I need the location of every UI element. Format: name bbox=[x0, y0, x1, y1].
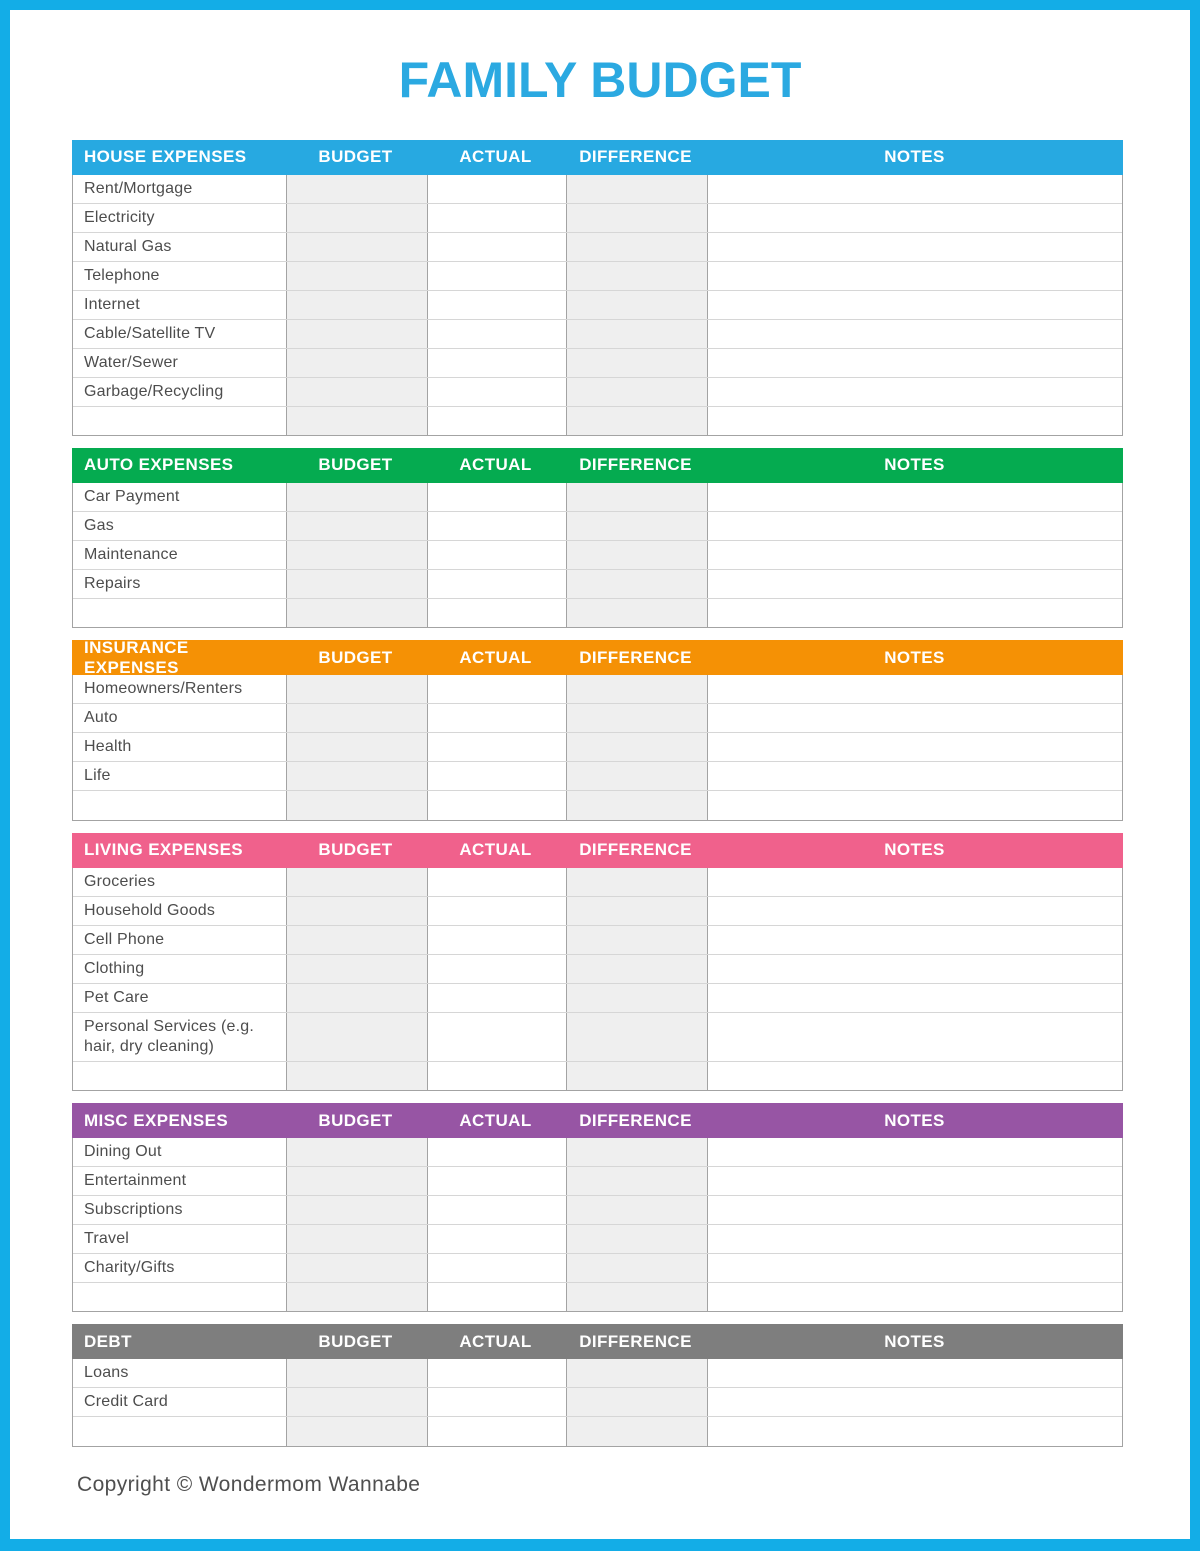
actual-cell bbox=[427, 1417, 566, 1445]
actual-cell bbox=[427, 1138, 566, 1166]
difference-cell bbox=[566, 1388, 707, 1416]
table-row bbox=[73, 704, 1122, 733]
table-row bbox=[73, 175, 1122, 204]
budget-cell bbox=[286, 1283, 427, 1311]
actual-cell bbox=[427, 1196, 566, 1224]
difference-cell bbox=[566, 262, 707, 290]
actual-cell bbox=[427, 1388, 566, 1416]
column-header-budget: BUDGET bbox=[318, 1110, 393, 1130]
column-header-budget: BUDGET bbox=[318, 647, 393, 667]
actual-cell bbox=[427, 175, 566, 203]
difference-cell bbox=[566, 1359, 707, 1387]
table-row bbox=[73, 291, 1122, 320]
section-title: LIVING EXPENSES bbox=[84, 840, 244, 860]
difference-cell bbox=[566, 1225, 707, 1253]
column-header-actual: ACTUAL bbox=[459, 840, 532, 860]
actual-cell bbox=[427, 1167, 566, 1195]
notes-cell bbox=[707, 407, 1122, 435]
notes-cell bbox=[707, 1013, 1122, 1061]
budget-cell bbox=[286, 1225, 427, 1253]
table-row bbox=[73, 1254, 1122, 1283]
section-misc-expenses bbox=[72, 1103, 1123, 1312]
actual-cell bbox=[427, 926, 566, 954]
column-header-difference: DIFFERENCE bbox=[579, 147, 692, 166]
budget-cell bbox=[286, 984, 427, 1012]
budget-cell bbox=[286, 262, 427, 290]
table-row bbox=[73, 407, 1122, 435]
row-label bbox=[73, 407, 286, 435]
difference-cell bbox=[566, 1013, 707, 1061]
table-row bbox=[73, 1225, 1122, 1254]
difference-cell bbox=[566, 733, 707, 761]
section-title: INSURANCE EXPENSES bbox=[84, 637, 189, 677]
table-row bbox=[73, 675, 1122, 704]
column-header-budget: BUDGET bbox=[318, 455, 393, 475]
notes-cell bbox=[707, 378, 1122, 406]
notes-cell bbox=[707, 704, 1122, 732]
notes-cell bbox=[707, 1167, 1122, 1195]
table-row bbox=[73, 349, 1122, 378]
row-label: Gas bbox=[84, 516, 114, 534]
section-house-expenses bbox=[72, 140, 1123, 436]
table-row bbox=[73, 897, 1122, 926]
table-row bbox=[73, 204, 1122, 233]
budget-cell bbox=[286, 1359, 427, 1387]
notes-cell bbox=[707, 175, 1122, 203]
row-label: Car Payment bbox=[84, 487, 180, 505]
table-row bbox=[73, 1283, 1122, 1311]
section-header bbox=[72, 637, 1123, 677]
actual-cell bbox=[427, 407, 566, 435]
notes-cell bbox=[707, 291, 1122, 319]
row-label: Loans bbox=[84, 1364, 129, 1382]
difference-cell bbox=[566, 897, 707, 925]
section-body bbox=[72, 1138, 1123, 1312]
column-header-notes: NOTES bbox=[884, 647, 945, 667]
budget-cell bbox=[286, 483, 427, 511]
row-label bbox=[73, 599, 286, 627]
difference-cell bbox=[566, 407, 707, 435]
budget-tables bbox=[72, 140, 1123, 1447]
row-label: Garbage/Recycling bbox=[84, 382, 224, 400]
notes-cell bbox=[707, 791, 1122, 819]
page-title: FAMILY BUDGET bbox=[398, 52, 802, 108]
column-header-actual: ACTUAL bbox=[459, 647, 532, 667]
budget-cell bbox=[286, 1062, 427, 1090]
section-header bbox=[72, 1324, 1123, 1359]
notes-cell bbox=[707, 541, 1122, 569]
notes-cell bbox=[707, 1254, 1122, 1282]
actual-cell bbox=[427, 1062, 566, 1090]
notes-cell bbox=[707, 483, 1122, 511]
difference-cell bbox=[566, 762, 707, 790]
notes-cell bbox=[707, 733, 1122, 761]
section-header bbox=[72, 448, 1123, 483]
budget-cell bbox=[286, 541, 427, 569]
actual-cell bbox=[427, 762, 566, 790]
difference-cell bbox=[566, 483, 707, 511]
column-header-difference: DIFFERENCE bbox=[579, 1331, 692, 1351]
row-label: Repairs bbox=[84, 574, 141, 592]
notes-cell bbox=[707, 1225, 1122, 1253]
budget-cell bbox=[286, 175, 427, 203]
table-row bbox=[73, 1062, 1122, 1090]
budget-cell bbox=[286, 320, 427, 348]
budget-cell bbox=[286, 204, 427, 232]
difference-cell bbox=[566, 955, 707, 983]
notes-cell bbox=[707, 926, 1122, 954]
column-header-actual: ACTUAL bbox=[459, 455, 532, 475]
difference-cell bbox=[566, 1167, 707, 1195]
difference-cell bbox=[566, 291, 707, 319]
difference-cell bbox=[566, 320, 707, 348]
table-row bbox=[73, 1196, 1122, 1225]
difference-cell bbox=[566, 926, 707, 954]
table-row bbox=[73, 791, 1122, 819]
column-header-notes: NOTES bbox=[884, 840, 945, 860]
section-title: DEBT bbox=[84, 1331, 132, 1351]
actual-cell bbox=[427, 1013, 566, 1061]
column-header-difference: DIFFERENCE bbox=[579, 1110, 692, 1130]
actual-cell bbox=[427, 262, 566, 290]
column-header-notes: NOTES bbox=[884, 147, 945, 166]
row-label: Dining Out bbox=[84, 1143, 162, 1161]
table-row bbox=[73, 984, 1122, 1013]
section-title: HOUSE EXPENSES bbox=[84, 147, 247, 166]
notes-cell bbox=[707, 1062, 1122, 1090]
notes-cell bbox=[707, 204, 1122, 232]
section-title: MISC EXPENSES bbox=[84, 1110, 229, 1130]
actual-cell bbox=[427, 512, 566, 540]
column-header-budget: BUDGET bbox=[318, 147, 393, 166]
budget-cell bbox=[286, 675, 427, 703]
actual-cell bbox=[427, 291, 566, 319]
section-living-expenses bbox=[72, 833, 1123, 1091]
notes-cell bbox=[707, 955, 1122, 983]
copyright-text: Copyright © Wondermom Wannabe bbox=[77, 1472, 421, 1496]
column-header-actual: ACTUAL bbox=[459, 147, 532, 166]
budget-cell bbox=[286, 733, 427, 761]
notes-cell bbox=[707, 233, 1122, 261]
difference-cell bbox=[566, 868, 707, 896]
budget-cell bbox=[286, 926, 427, 954]
actual-cell bbox=[427, 349, 566, 377]
section-title: AUTO EXPENSES bbox=[84, 455, 234, 475]
actual-cell bbox=[427, 378, 566, 406]
difference-cell bbox=[566, 704, 707, 732]
actual-cell bbox=[427, 704, 566, 732]
budget-cell bbox=[286, 407, 427, 435]
section-auto-expenses bbox=[72, 448, 1123, 628]
budget-cell bbox=[286, 955, 427, 983]
row-label: Health bbox=[84, 738, 132, 756]
actual-cell bbox=[427, 791, 566, 819]
row-label bbox=[73, 1283, 286, 1311]
notes-cell bbox=[707, 897, 1122, 925]
actual-cell bbox=[427, 1283, 566, 1311]
notes-cell bbox=[707, 1359, 1122, 1387]
table-row bbox=[73, 233, 1122, 262]
difference-cell bbox=[566, 599, 707, 627]
row-label: Personal Services (e.g. hair, dry cleaning) bbox=[84, 1017, 255, 1055]
actual-cell bbox=[427, 541, 566, 569]
actual-cell bbox=[427, 1225, 566, 1253]
budget-cell bbox=[286, 1013, 427, 1061]
row-label: Clothing bbox=[84, 959, 145, 977]
row-label: Life bbox=[84, 767, 111, 785]
table-row bbox=[73, 599, 1122, 627]
row-label: Telephone bbox=[84, 266, 160, 284]
difference-cell bbox=[566, 378, 707, 406]
difference-cell bbox=[566, 984, 707, 1012]
budget-cell bbox=[286, 1196, 427, 1224]
actual-cell bbox=[427, 204, 566, 232]
budget-cell bbox=[286, 1138, 427, 1166]
notes-cell bbox=[707, 675, 1122, 703]
notes-cell bbox=[707, 512, 1122, 540]
difference-cell bbox=[566, 1417, 707, 1445]
row-label: Cable/Satellite TV bbox=[84, 324, 216, 342]
column-header-budget: BUDGET bbox=[318, 840, 393, 860]
table-row bbox=[73, 1167, 1122, 1196]
section-header bbox=[72, 1103, 1123, 1138]
section-body bbox=[72, 1359, 1123, 1446]
budget-cell bbox=[286, 233, 427, 261]
budget-cell bbox=[286, 599, 427, 627]
table-row bbox=[73, 1417, 1122, 1445]
difference-cell bbox=[566, 1283, 707, 1311]
table-row bbox=[73, 868, 1122, 897]
table-row bbox=[73, 378, 1122, 407]
notes-cell bbox=[707, 984, 1122, 1012]
budget-cell bbox=[286, 378, 427, 406]
row-label: Internet bbox=[84, 295, 140, 313]
section-body bbox=[72, 175, 1123, 436]
section-body bbox=[72, 483, 1123, 628]
budget-cell bbox=[286, 868, 427, 896]
actual-cell bbox=[427, 868, 566, 896]
actual-cell bbox=[427, 570, 566, 598]
budget-cell bbox=[286, 570, 427, 598]
difference-cell bbox=[566, 349, 707, 377]
table-row bbox=[73, 955, 1122, 984]
actual-cell bbox=[427, 984, 566, 1012]
notes-cell bbox=[707, 868, 1122, 896]
table-row bbox=[73, 1138, 1122, 1167]
budget-cell bbox=[286, 762, 427, 790]
row-label: Electricity bbox=[84, 208, 155, 226]
notes-cell bbox=[707, 762, 1122, 790]
budget-cell bbox=[286, 1417, 427, 1445]
budget-cell bbox=[286, 1167, 427, 1195]
budget-cell bbox=[286, 1388, 427, 1416]
column-header-actual: ACTUAL bbox=[459, 1110, 532, 1130]
section-debt bbox=[72, 1324, 1123, 1446]
row-label bbox=[73, 1062, 286, 1090]
actual-cell bbox=[427, 675, 566, 703]
table-row bbox=[73, 570, 1122, 599]
notes-cell bbox=[707, 1283, 1122, 1311]
actual-cell bbox=[427, 1359, 566, 1387]
column-header-notes: NOTES bbox=[884, 455, 945, 475]
section-header bbox=[72, 833, 1123, 868]
budget-cell bbox=[286, 349, 427, 377]
difference-cell bbox=[566, 570, 707, 598]
row-label bbox=[73, 791, 286, 819]
column-header-difference: DIFFERENCE bbox=[579, 840, 692, 860]
table-row bbox=[73, 1388, 1122, 1417]
table-row bbox=[73, 926, 1122, 955]
row-label: Pet Care bbox=[84, 988, 149, 1006]
column-header-notes: NOTES bbox=[884, 1110, 945, 1130]
budget-cell bbox=[286, 291, 427, 319]
budget-cell bbox=[286, 704, 427, 732]
budget-cell bbox=[286, 791, 427, 819]
row-label: Natural Gas bbox=[84, 237, 172, 255]
row-label: Rent/Mortgage bbox=[84, 179, 193, 197]
actual-cell bbox=[427, 733, 566, 761]
table-row bbox=[73, 1359, 1122, 1388]
section-insurance-expenses bbox=[72, 637, 1123, 820]
difference-cell bbox=[566, 675, 707, 703]
notes-cell bbox=[707, 599, 1122, 627]
actual-cell bbox=[427, 483, 566, 511]
table-row bbox=[73, 483, 1122, 512]
notes-cell bbox=[707, 1196, 1122, 1224]
column-header-budget: BUDGET bbox=[318, 1331, 393, 1351]
column-header-difference: DIFFERENCE bbox=[579, 455, 692, 475]
actual-cell bbox=[427, 1254, 566, 1282]
difference-cell bbox=[566, 791, 707, 819]
difference-cell bbox=[566, 541, 707, 569]
actual-cell bbox=[427, 233, 566, 261]
row-label: Homeowners/Renters bbox=[84, 680, 243, 698]
table-row bbox=[73, 512, 1122, 541]
notes-cell bbox=[707, 1388, 1122, 1416]
column-header-notes: NOTES bbox=[884, 1331, 945, 1351]
row-label: Subscriptions bbox=[84, 1201, 183, 1219]
notes-cell bbox=[707, 262, 1122, 290]
row-label: Charity/Gifts bbox=[84, 1259, 175, 1277]
table-row bbox=[73, 762, 1122, 791]
budget-cell bbox=[286, 1254, 427, 1282]
notes-cell bbox=[707, 570, 1122, 598]
column-header-difference: DIFFERENCE bbox=[579, 647, 692, 667]
difference-cell bbox=[566, 175, 707, 203]
table-row bbox=[73, 541, 1122, 570]
difference-cell bbox=[566, 1138, 707, 1166]
notes-cell bbox=[707, 320, 1122, 348]
actual-cell bbox=[427, 320, 566, 348]
column-header-actual: ACTUAL bbox=[459, 1331, 532, 1351]
notes-cell bbox=[707, 349, 1122, 377]
row-label: Credit Card bbox=[84, 1393, 169, 1411]
section-body bbox=[72, 675, 1123, 820]
difference-cell bbox=[566, 512, 707, 540]
notes-cell bbox=[707, 1417, 1122, 1445]
row-label: Groceries bbox=[84, 872, 156, 890]
row-label: Household Goods bbox=[84, 901, 216, 919]
budget-cell bbox=[286, 897, 427, 925]
actual-cell bbox=[427, 955, 566, 983]
difference-cell bbox=[566, 233, 707, 261]
section-body bbox=[72, 868, 1123, 1091]
difference-cell bbox=[566, 204, 707, 232]
row-label: Water/Sewer bbox=[84, 353, 179, 371]
notes-cell bbox=[707, 1138, 1122, 1166]
row-label: Entertainment bbox=[84, 1172, 187, 1190]
table-row bbox=[73, 1013, 1122, 1062]
row-label: Travel bbox=[84, 1230, 130, 1248]
difference-cell bbox=[566, 1254, 707, 1282]
row-label: Maintenance bbox=[84, 545, 178, 563]
table-row bbox=[73, 320, 1122, 349]
budget-cell bbox=[286, 512, 427, 540]
row-label: Auto bbox=[84, 709, 118, 727]
actual-cell bbox=[427, 599, 566, 627]
difference-cell bbox=[566, 1196, 707, 1224]
actual-cell bbox=[427, 897, 566, 925]
table-row bbox=[73, 262, 1122, 291]
table-row bbox=[73, 733, 1122, 762]
row-label bbox=[73, 1417, 286, 1445]
section-header bbox=[72, 140, 1123, 175]
row-label: Cell Phone bbox=[84, 930, 165, 948]
difference-cell bbox=[566, 1062, 707, 1090]
